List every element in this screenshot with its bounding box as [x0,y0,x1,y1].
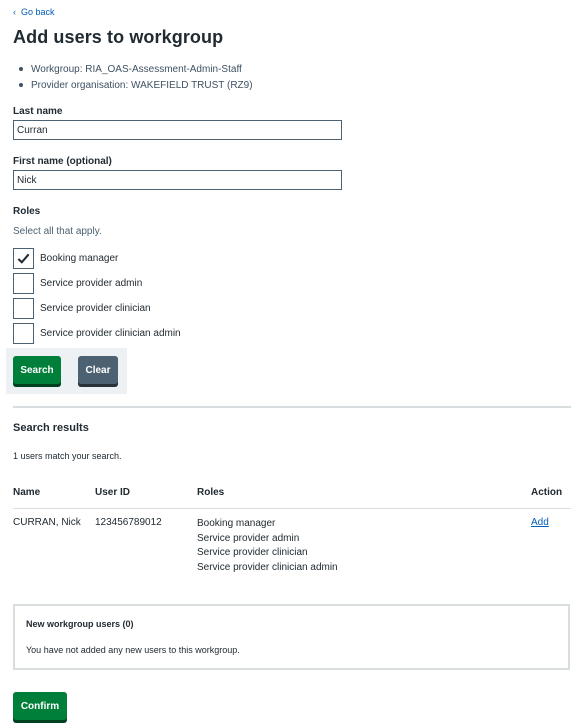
checkmark-icon [16,251,31,266]
last-name-input[interactable] [13,120,342,140]
role-checkbox-booking-manager[interactable] [13,247,118,269]
role-checkbox-service-provider-admin[interactable] [13,272,142,294]
column-header-action: Action [531,487,563,498]
result-role: Booking manager [197,518,276,529]
first-name-input[interactable] [13,170,342,190]
roles-label: Roles [13,206,41,217]
form-actions [6,348,127,394]
back-link-label: Go back [21,7,55,17]
chevron-left-icon: ‹ [13,6,16,17]
result-roles [197,517,338,575]
result-role: Service provider admin [197,532,300,544]
checkbox[interactable] [13,273,34,294]
search-button[interactable]: Search [13,356,61,384]
results-count: 1 users match your search. [13,451,122,461]
first-name-label: First name (optional) [13,156,112,167]
result-user-id: 123456789012 [95,517,162,528]
checkbox[interactable] [13,298,34,319]
add-user-link[interactable]: Add [531,517,549,528]
checkbox[interactable] [13,248,34,269]
clear-button[interactable]: Clear [78,356,118,384]
result-role: Service provider clinician [197,547,308,558]
role-checkbox-service-provider-clinician-admin[interactable] [13,322,181,344]
checkbox-label: Service provider clinician admin [40,327,181,339]
checkbox-label: Booking manager [40,252,119,264]
checkbox[interactable] [13,323,34,344]
new-workgroup-users-panel [13,604,570,670]
checkbox-label: Service provider admin [40,277,143,289]
result-role: Service provider clinician admin [197,561,338,573]
search-results-heading: Search results [13,422,89,434]
checkbox-label: Service provider clinician [40,302,151,314]
result-name: CURRAN, Nick [13,517,81,528]
new-users-title: New workgroup users (0) [26,619,134,629]
column-header-roles: Roles [197,487,225,498]
back-link[interactable] [13,7,55,17]
workgroup-detail-item: Workgroup: RIA_OAS-Assessment-Admin-Staff [13,62,253,76]
new-users-text: You have not added any new users to this workgroup. [26,645,240,655]
bullet-icon [19,83,23,87]
bullet-icon [19,67,23,71]
table-header-divider [13,508,571,509]
section-divider [13,406,571,408]
workgroup-details [13,62,253,94]
column-header-name: Name [13,487,41,498]
role-checkbox-service-provider-clinician[interactable] [13,297,151,319]
confirm-button[interactable]: Confirm [13,692,67,720]
workgroup-detail-item: Provider organisation: WAKEFIELD TRUST (RZ9) [13,78,253,92]
column-header-user-id: User ID [95,487,131,498]
last-name-label: Last name [13,106,63,117]
roles-hint: Select all that apply. [13,226,102,237]
page-title: Add users to workgroup [13,27,224,47]
